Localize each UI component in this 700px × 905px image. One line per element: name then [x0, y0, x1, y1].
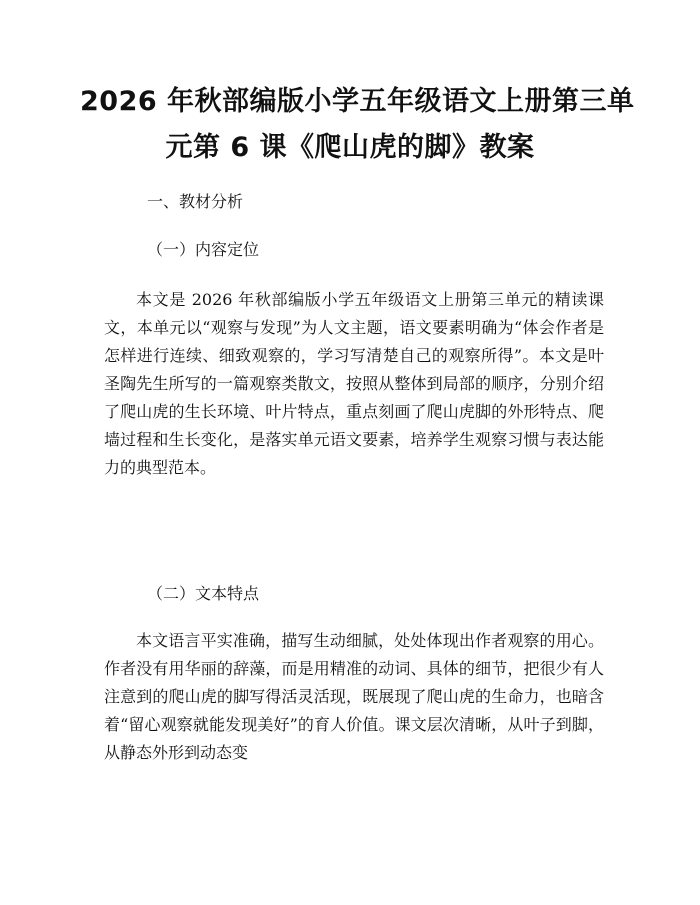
document-title-line-1: 2026 年秋部编版小学五年级语文上册第三单 — [80, 86, 635, 117]
subsection-heading-content-positioning: （一）内容定位 — [147, 240, 260, 259]
paragraph-text-features: 本文语言平实准确，描写生动细腻，处处体现出作者观察的用心。作者没有用华丽的辞藻，而是用精准的动词、具体的细节，把很少有人注意到的爬山虎的脚写得活灵活现，既展现了爬山虎的生命力，也暗含着“留心观察就能发现美好”的育人价值。课文层次清晰，从叶子到脚，从静态外形到动态变 — [104, 631, 604, 762]
subsection-heading-text-features: （二）文本特点 — [147, 584, 260, 603]
paragraph-content-positioning: 本文是 2026 年秋部编版小学五年级语文上册第三单元的精读课文，本单元以“观察与发现”为人文主题，语文要素明确为“体会作者是怎样进行连续、细致观察的，学习写清楚自己的观察所得”。本文是叶圣陶先生所写的一篇观察类散文，按照从整体到局部的顺序，分别介绍了爬山虎的生长环境、叶片特点，重点刻画了爬山虎脚的外形特点、爬墙过程和生长变化，是落实单元语文要素，培养学生观察习惯与表达能力的典型范本。 — [104, 290, 604, 477]
document-title-line-2: 元第 6 课《爬山虎的脚》教案 — [165, 132, 535, 163]
section-heading-textbook-analysis: 一、教材分析 — [147, 192, 244, 211]
